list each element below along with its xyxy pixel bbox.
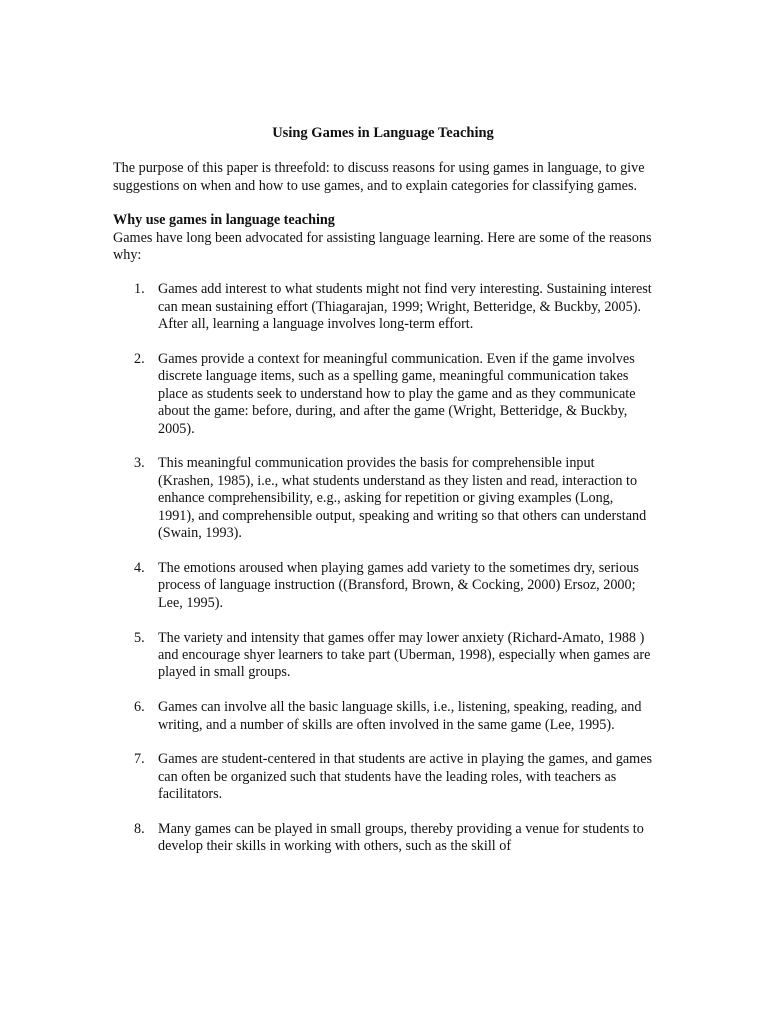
reason-text: Games add interest to what students might not find very interesting. Sustaining interest can mean sustaining effort (Thiagarajan, 1999; Wright, Betteridge, & Buckby, 2005). After all, learning a language involves long-term effort. [158,281,652,333]
reason-number: 1. [134,281,145,298]
reason-item [113,630,653,682]
reason-item [113,455,653,542]
reasons-list [113,281,653,855]
reason-text: Games are student-centered in that students are active in playing the games, and games can often be organized such that students have the leading roles, with teachers as facilitators. [158,751,653,803]
intro-paragraph: The purpose of this paper is threefold: to discuss reasons for using games in language, to give suggestions on when and how to use games, and to explain categories for classifying games. [113,160,645,194]
reason-item [113,351,653,438]
reason-item [113,560,653,612]
reason-number: 4. [134,559,145,576]
reason-text: Many games can be played in small groups, thereby providing a venue for students to develop their skills in working with others, such as the skill of [158,820,644,855]
reason-number: 5. [134,629,145,646]
document-body [113,125,653,873]
reason-item [113,699,653,734]
section-intro-paragraph: Games have long been advocated for assisting language learning. Here are some of the reasons why: [113,229,652,264]
reason-number: 2. [134,351,145,368]
reason-text: The variety and intensity that games offer may lower anxiety (Richard-Amato, 1988 ) and encourage shyer learners to take part (Uberman, 1998), especially when games are played in small groups. [158,629,651,681]
reason-text: The emotions aroused when playing games add variety to the sometimes dry, serious process of language instruction ((Bransford, Brown, & Cocking, 2000) Ersoz, 2000; Lee, 1995). [158,559,639,611]
reason-number: 6. [134,699,145,716]
reason-item [113,821,653,856]
reason-text: This meaningful communication provides the basis for comprehensible input (Krashen, 1985), i.e., what students understand as they listen and read, interaction to enhance comprehensibility, e.g., asking for repetition or giving examples (Long, 1991), and comprehensible output, speaking and writing so that others can understand (Swain, 1993). [158,455,647,542]
reason-text: Games can involve all the basic language skills, i.e., listening, speaking, reading, and writing, and a number of skills are often involved in the same game (Lee, 1995). [158,699,642,733]
reason-number: 8. [134,820,145,837]
document-title: Using Games in Language Teaching [272,125,494,141]
reason-item [113,751,653,803]
reason-number: 3. [134,455,145,472]
reason-text: Games provide a context for meaningful communication. Even if the game involves discrete language items, such as a spelling game, meaningful communication takes place as students seek to understand how to play the game and as they communicate about the game: before, during, and after the game (Wright, Betteridge, & Buckby, 2005). [158,351,636,437]
section-heading: Why use games in language teaching [113,212,335,229]
reason-number: 7. [134,751,145,768]
reason-item [113,281,653,333]
